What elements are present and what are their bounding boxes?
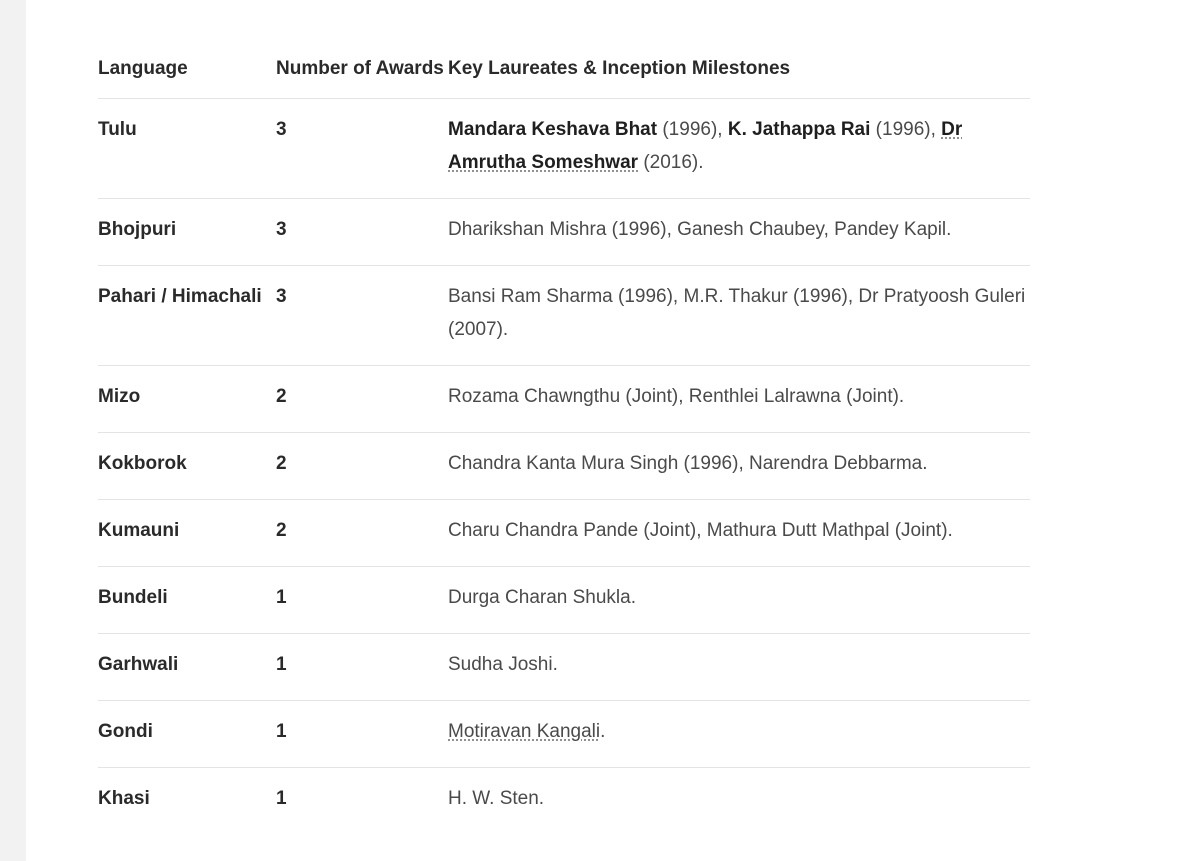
awards-count-cell: 1 <box>276 586 287 608</box>
awards-count-cell: 3 <box>276 118 287 140</box>
language-cell: Kokborok <box>98 452 187 474</box>
awards-count-cell: 3 <box>276 218 287 240</box>
laureates-cell: Sudha Joshi. <box>448 653 558 675</box>
awards-count-cell: 1 <box>276 720 287 742</box>
laureate-year: (1996), <box>870 118 942 140</box>
laureate-punctuation: . <box>600 720 606 742</box>
laureate-year: (1996), <box>657 118 728 140</box>
laureates-cell: Durga Charan Shukla. <box>448 586 636 608</box>
laureates-cell: Bansi Ram Sharma (1996), M.R. Thakur (1996), Dr Pratyoosh Guleri (2007). <box>448 285 1026 340</box>
laureate-link[interactable]: Motiravan Kangali <box>448 720 601 742</box>
laureates-cell <box>448 98 1030 198</box>
awards-count-cell: 2 <box>276 385 287 407</box>
table-row <box>98 432 1030 499</box>
table-row <box>98 265 1030 365</box>
laureates-cell: Chandra Kanta Mura Singh (1996), Narendra Debbarma. <box>448 452 928 474</box>
laureates-cell <box>448 700 1030 767</box>
language-cell: Garhwali <box>98 653 179 675</box>
awards-table-container <box>98 0 1030 834</box>
laureates-cell: Charu Chandra Pande (Joint), Mathura Dutt Mathpal (Joint). <box>448 519 953 541</box>
header-key-laureates: Key Laureates & Inception Milestones <box>448 57 791 79</box>
awards-count-cell: 1 <box>276 787 287 809</box>
table-row <box>98 499 1030 566</box>
laureates-cell: H. W. Sten. <box>448 787 545 809</box>
awards-count-cell: 3 <box>276 285 287 307</box>
table-row <box>98 198 1030 265</box>
language-cell: Kumauni <box>98 519 180 541</box>
table-row <box>98 566 1030 633</box>
left-gutter <box>0 0 26 861</box>
laureate-link[interactable]: Dr Amrutha Someshwar <box>448 118 963 173</box>
awards-table <box>98 0 1030 834</box>
language-cell: Pahari / Himachali <box>98 285 262 307</box>
table-row <box>98 633 1030 700</box>
header-number-of-awards: Number of Awards <box>276 57 444 79</box>
language-cell: Bundeli <box>98 586 168 608</box>
awards-count-cell: 1 <box>276 653 287 675</box>
awards-count-cell: 2 <box>276 452 287 474</box>
header-language: Language <box>98 57 188 79</box>
laureate-name: K. Jathappa Rai <box>727 118 871 140</box>
laureates-cell: Dharikshan Mishra (1996), Ganesh Chaubey, Pandey Kapil. <box>448 218 952 240</box>
laureate-name: Mandara Keshava Bhat <box>448 118 658 140</box>
table-row <box>98 365 1030 432</box>
language-cell: Mizo <box>98 385 141 407</box>
language-cell: Khasi <box>98 787 150 809</box>
awards-count-cell: 2 <box>276 519 287 541</box>
table-row <box>98 767 1030 834</box>
table-header-row <box>98 0 1030 98</box>
table-row <box>98 700 1030 767</box>
laureates-cell: Rozama Chawngthu (Joint), Renthlei Lalrawna (Joint). <box>448 385 905 407</box>
laureate-year: (2016). <box>638 151 704 173</box>
table-row <box>98 98 1030 198</box>
language-cell: Bhojpuri <box>98 218 177 240</box>
language-cell: Gondi <box>98 720 153 742</box>
language-cell: Tulu <box>98 118 137 140</box>
